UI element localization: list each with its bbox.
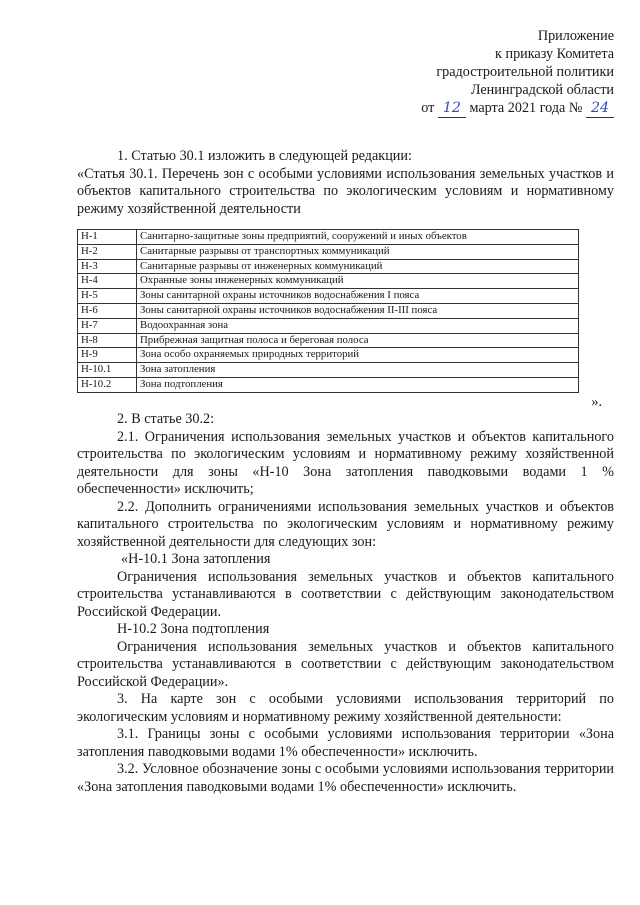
table-row	[78, 348, 579, 363]
zone-code-cell: Н-5	[78, 289, 137, 304]
table-row	[78, 318, 579, 333]
zone-name-cell: Водоохранная зона	[137, 318, 579, 333]
zone-name-cell: Санитарные разрывы от транспортных коммуникаций	[137, 244, 579, 259]
table-row	[78, 377, 579, 392]
zone-code-cell: Н-7	[78, 318, 137, 333]
zone-name-cell: Зоны санитарной охраны источников водоснабжения I пояса	[137, 289, 579, 304]
section-3-2: 3.2. Условное обозначение зоны с особыми условиями использования территории «Зона затопления паводковыми водами 1% обеспеченности» исключить.	[77, 761, 614, 795]
zone-code-cell: Н-10.2	[78, 377, 137, 392]
section-2-heading: 2. В статье 30.2:	[117, 411, 215, 428]
zone-name-cell: Охранные зоны инженерных коммуникаций	[137, 274, 579, 289]
table-row	[78, 259, 579, 274]
zone-name-cell: Зона подтопления	[137, 377, 579, 392]
zone-name-cell: Санитарные разрывы от инженерных коммуникаций	[137, 259, 579, 274]
table-row	[78, 274, 579, 289]
handwritten-day: 12	[438, 99, 466, 118]
zone-10-1-title: «Н-10.1 Зона затопления	[121, 551, 271, 568]
zone-code-cell: Н-3	[78, 259, 137, 274]
zone-name-cell: Зоны санитарной охраны источников водоснабжения II-III пояса	[137, 303, 579, 318]
date-prefix: от	[421, 100, 435, 116]
header-line-1: Приложение	[537, 28, 614, 44]
zone-name-cell: Зона затопления	[137, 363, 579, 378]
section-1-text: «Статья 30.1. Перечень зон с особыми условиями использования земельных участков и объектов капитального строительства по экологическим условиям и нормативному режиму хозяйственной деятельности	[77, 165, 614, 217]
section-1-heading: 1. Статью 30.1 изложить в следующей редакции:	[117, 148, 412, 164]
zone-code-cell: Н-2	[78, 244, 137, 259]
zone-name-cell: Санитарно-защитные зоны предприятий, сооружений и иных объектов	[137, 230, 579, 245]
handwritten-order-number: 24	[586, 99, 614, 118]
zone-code-cell: Н-8	[78, 333, 137, 348]
header-line-3: градостроительной политики	[436, 64, 614, 80]
appendix-header	[421, 27, 614, 118]
table-row	[78, 230, 579, 245]
zone-10-2-text: Ограничения использования земельных участков и объектов капитального строительства устанавливаются в соответствии с действующим законодательством Российской Федерации».	[77, 638, 614, 690]
zone-10-1-text: Ограничения использования земельных участков и объектов капитального строительства устанавливаются в соответствии с действующим законодательством Российской Федерации.	[77, 568, 614, 620]
zone-code-cell: Н-1	[78, 230, 137, 245]
header-line-4: Ленинградской области	[470, 82, 614, 98]
table-row	[78, 244, 579, 259]
table-row	[78, 303, 579, 318]
header-line-2: к приказу Комитета	[495, 46, 614, 62]
zones-table	[77, 229, 579, 393]
zone-code-cell: Н-6	[78, 303, 137, 318]
section-2-1: 2.1. Ограничения использования земельных участков и объектов капитального строительства по экологическим условиям и нормативному режиму хозяйственной деятельности для зоны «Н-10 Зона затопления паводковыми водами 1 % обеспеченности» исключить;	[77, 428, 614, 498]
table-closing-quote: ».	[591, 393, 602, 410]
order-date-line	[421, 99, 614, 118]
zone-code-cell: Н-9	[78, 348, 137, 363]
zone-code-cell: Н-4	[78, 274, 137, 289]
section-3: 3. На карте зон с особыми условиями использования территорий по экологическим условиям и нормативному режиму хозяйственной деятельности:	[77, 691, 614, 725]
zone-10-2-title: Н-10.2 Зона подтопления	[117, 621, 270, 638]
zone-name-cell: Зона особо охраняемых природных территорий	[137, 348, 579, 363]
section-3-1: 3.1. Границы зоны с особыми условиями использования территории «Зона затопления паводковыми водами 1% обеспеченности» исключить.	[77, 726, 614, 760]
document-body	[77, 148, 614, 796]
section-2-2: 2.2. Дополнить ограничениями использования земельных участков и объектов капитального строительства по экологическим условиям и нормативному режиму хозяйственной деятельности для следующих зон:	[77, 498, 614, 550]
zone-code-cell: Н-10.1	[78, 363, 137, 378]
zone-name-cell: Прибрежная защитная полоса и береговая полоса	[137, 333, 579, 348]
table-row	[78, 289, 579, 304]
table-row	[78, 333, 579, 348]
date-middle: марта 2021 года №	[469, 100, 583, 116]
table-row	[78, 363, 579, 378]
